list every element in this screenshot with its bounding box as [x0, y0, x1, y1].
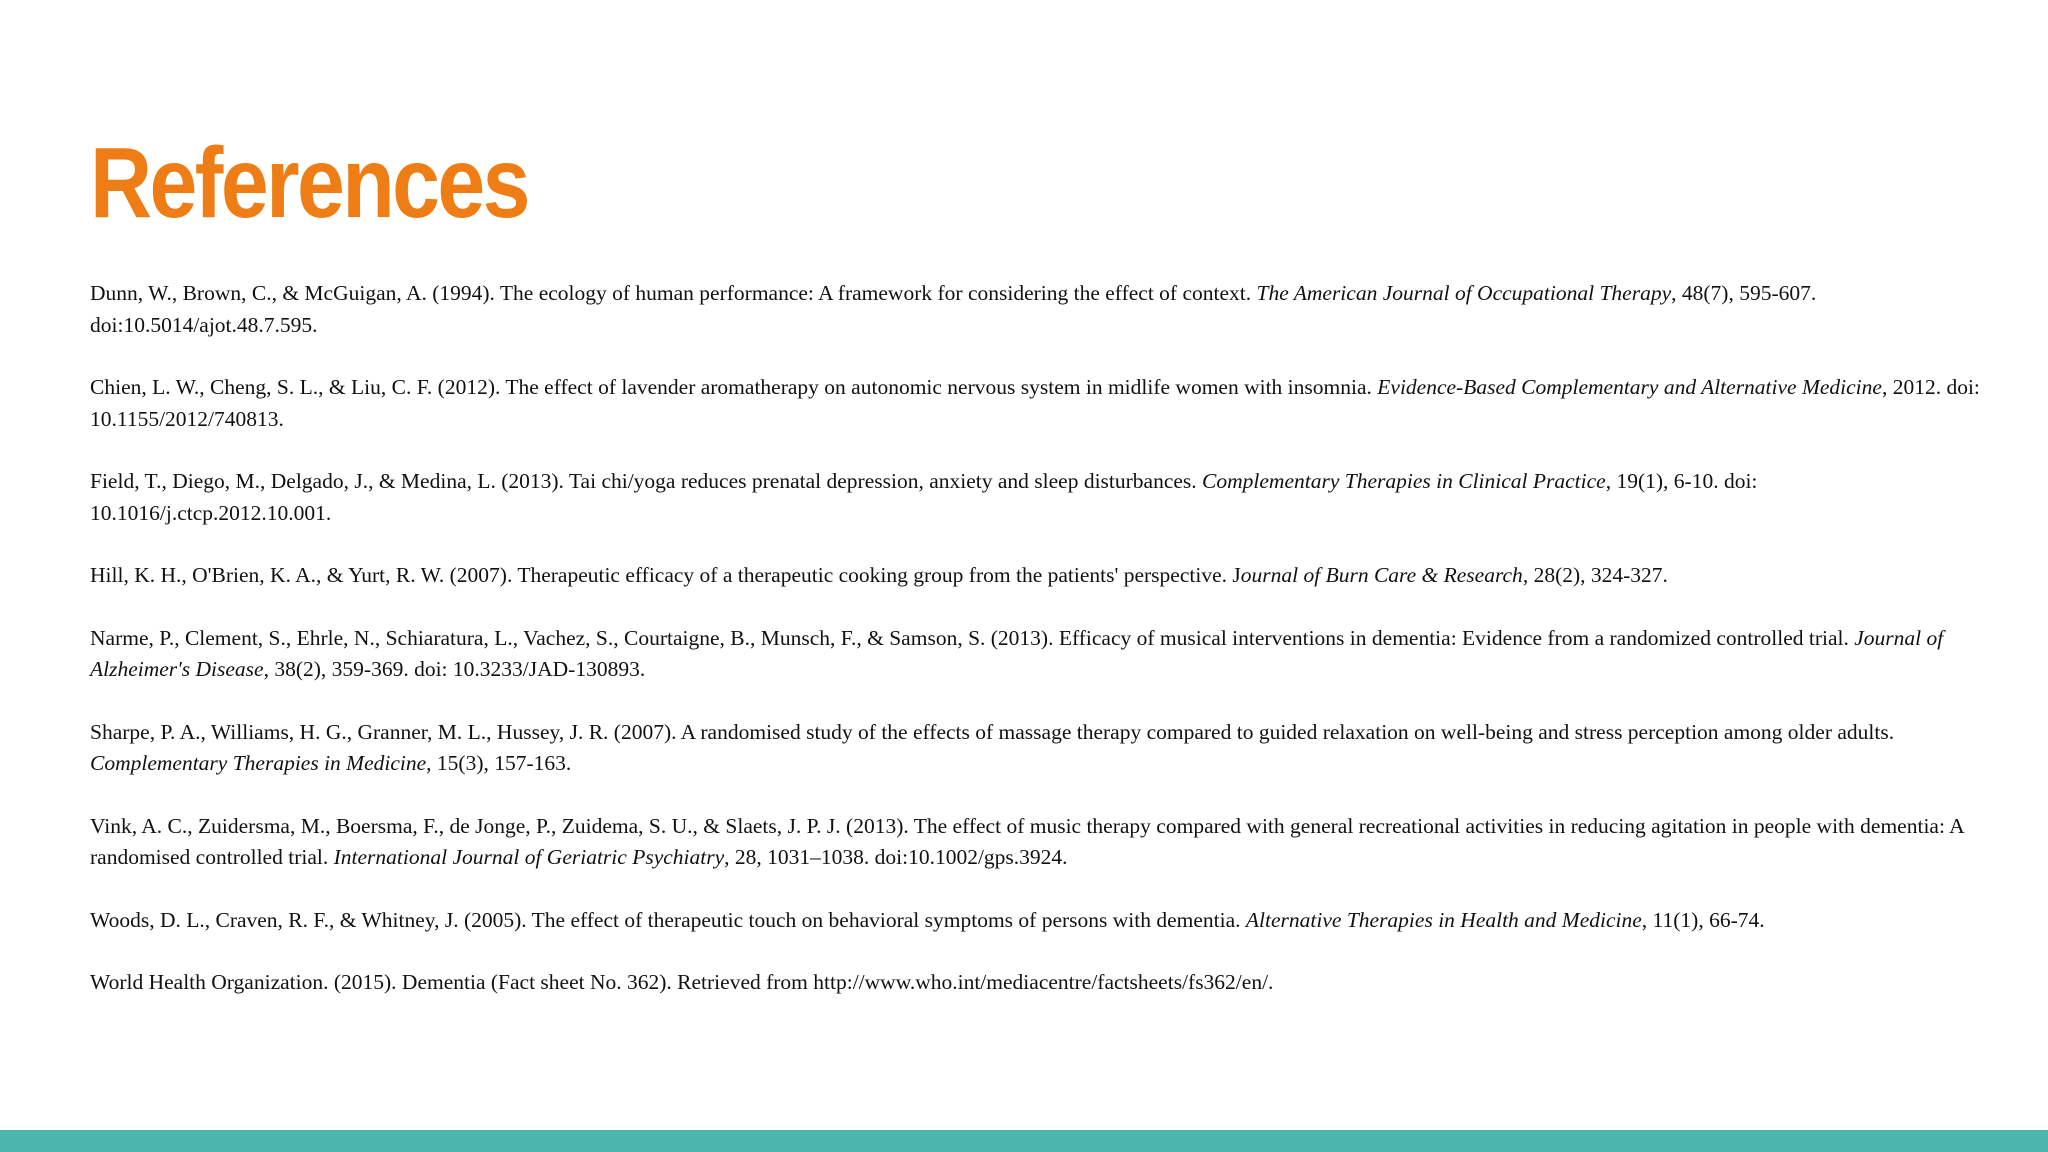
- reference-text: Hill, K. H., O'Brien, K. A., & Yurt, R. W. (2007). Therapeutic efficacy of a therapeutic cooking group from the patients' perspective. J: [90, 563, 1241, 587]
- reference-item: [90, 623, 1990, 686]
- reference-item: [90, 278, 1990, 341]
- reference-item: [90, 372, 1990, 435]
- reference-journal: Alternative Therapies in Health and Medicine: [1245, 907, 1642, 932]
- reference-details: , 28, 1031–1038. doi:10.1002/gps.3924.: [724, 845, 1068, 869]
- reference-text: Sharpe, P. A., Williams, H. G., Granner, M. L., Hussey, J. R. (2007). A randomised study of the effects of massage therapy compared to guided relaxation on well-being and stress perception among older adults.: [90, 719, 1895, 744]
- reference-text: Field, T., Diego, M., Delgado, J., & Medina, L. (2013). Tai chi/yoga reduces prenatal depression, anxiety and sleep disturbances.: [90, 469, 1203, 493]
- reference-item: [90, 466, 1990, 529]
- reference-text: World Health Organization. (2015). Dementia (Fact sheet No. 362). Retrieved from http://www.who.int/mediacentre/factsheets/fs362/en/.: [90, 970, 1274, 994]
- footer-accent-bar: [0, 1130, 2048, 1152]
- reference-text: Woods, D. L., Craven, R. F., & Whitney, J. (2005). The effect of therapeutic touch on behavioral symptoms of persons with dementia.: [90, 907, 1246, 932]
- reference-details: , 15(3), 157-163.: [426, 751, 572, 775]
- reference-list: [90, 278, 1990, 1030]
- reference-item: [90, 811, 1990, 874]
- reference-journal: Complementary Therapies in Medicine: [90, 751, 427, 775]
- reference-details: , 38(2), 359-369. doi: 10.3233/JAD-130893.: [263, 657, 646, 681]
- reference-item: [90, 905, 1990, 937]
- reference-journal: Journal of Alzheimer's Disease: [90, 625, 1944, 681]
- reference-text: Vink, A. C., Zuidersma, M., Boersma, F., de Jonge, P., Zuidema, S. U., & Slaets, J. P. J. (2013). The effect of music therapy compared with general recreational activities in reducing agitation in people with dementia: A randomised controlled trial.: [90, 813, 1964, 869]
- reference-journal: ournal of Burn Care & Research: [1240, 563, 1523, 587]
- reference-journal: International Journal of Geriatric Psychiatry: [333, 845, 725, 869]
- reference-details: , 2012. doi: 10.1155/2012/740813.: [90, 375, 1980, 431]
- reference-details: , 28(2), 324-327.: [1522, 563, 1668, 587]
- reference-journal: The American Journal of Occupational Therapy: [1256, 281, 1672, 305]
- page-title: References: [90, 127, 528, 239]
- reference-text: Narme, P., Clement, S., Ehrle, N., Schiaratura, L., Vachez, S., Courtaigne, B., Munsch, F., & Samson, S. (2013). Efficacy of musical interventions in dementia: Evidence from a randomized controlled trial.: [90, 625, 1855, 650]
- reference-details: , 48(7), 595-607. doi:10.5014/ajot.48.7.595.: [90, 281, 1817, 337]
- reference-details: , 11(1), 66-74.: [1641, 907, 1765, 932]
- reference-item: [90, 717, 1990, 780]
- reference-journal: Evidence-Based Complementary and Alternative Medicine: [1377, 375, 1882, 399]
- reference-journal: Complementary Therapies in Clinical Practice: [1202, 469, 1606, 493]
- reference-details: , 19(1), 6-10. doi: 10.1016/j.ctcp.2012.10.001.: [90, 469, 1758, 525]
- reference-text: Dunn, W., Brown, C., & McGuigan, A. (1994). The ecology of human performance: A framework for considering the effect of context.: [90, 281, 1257, 305]
- reference-item: [90, 967, 1990, 999]
- reference-text: Chien, L. W., Cheng, S. L., & Liu, C. F. (2012). The effect of lavender aromatherapy on autonomic nervous system in midlife women with insomnia.: [90, 375, 1378, 399]
- reference-item: [90, 560, 1990, 592]
